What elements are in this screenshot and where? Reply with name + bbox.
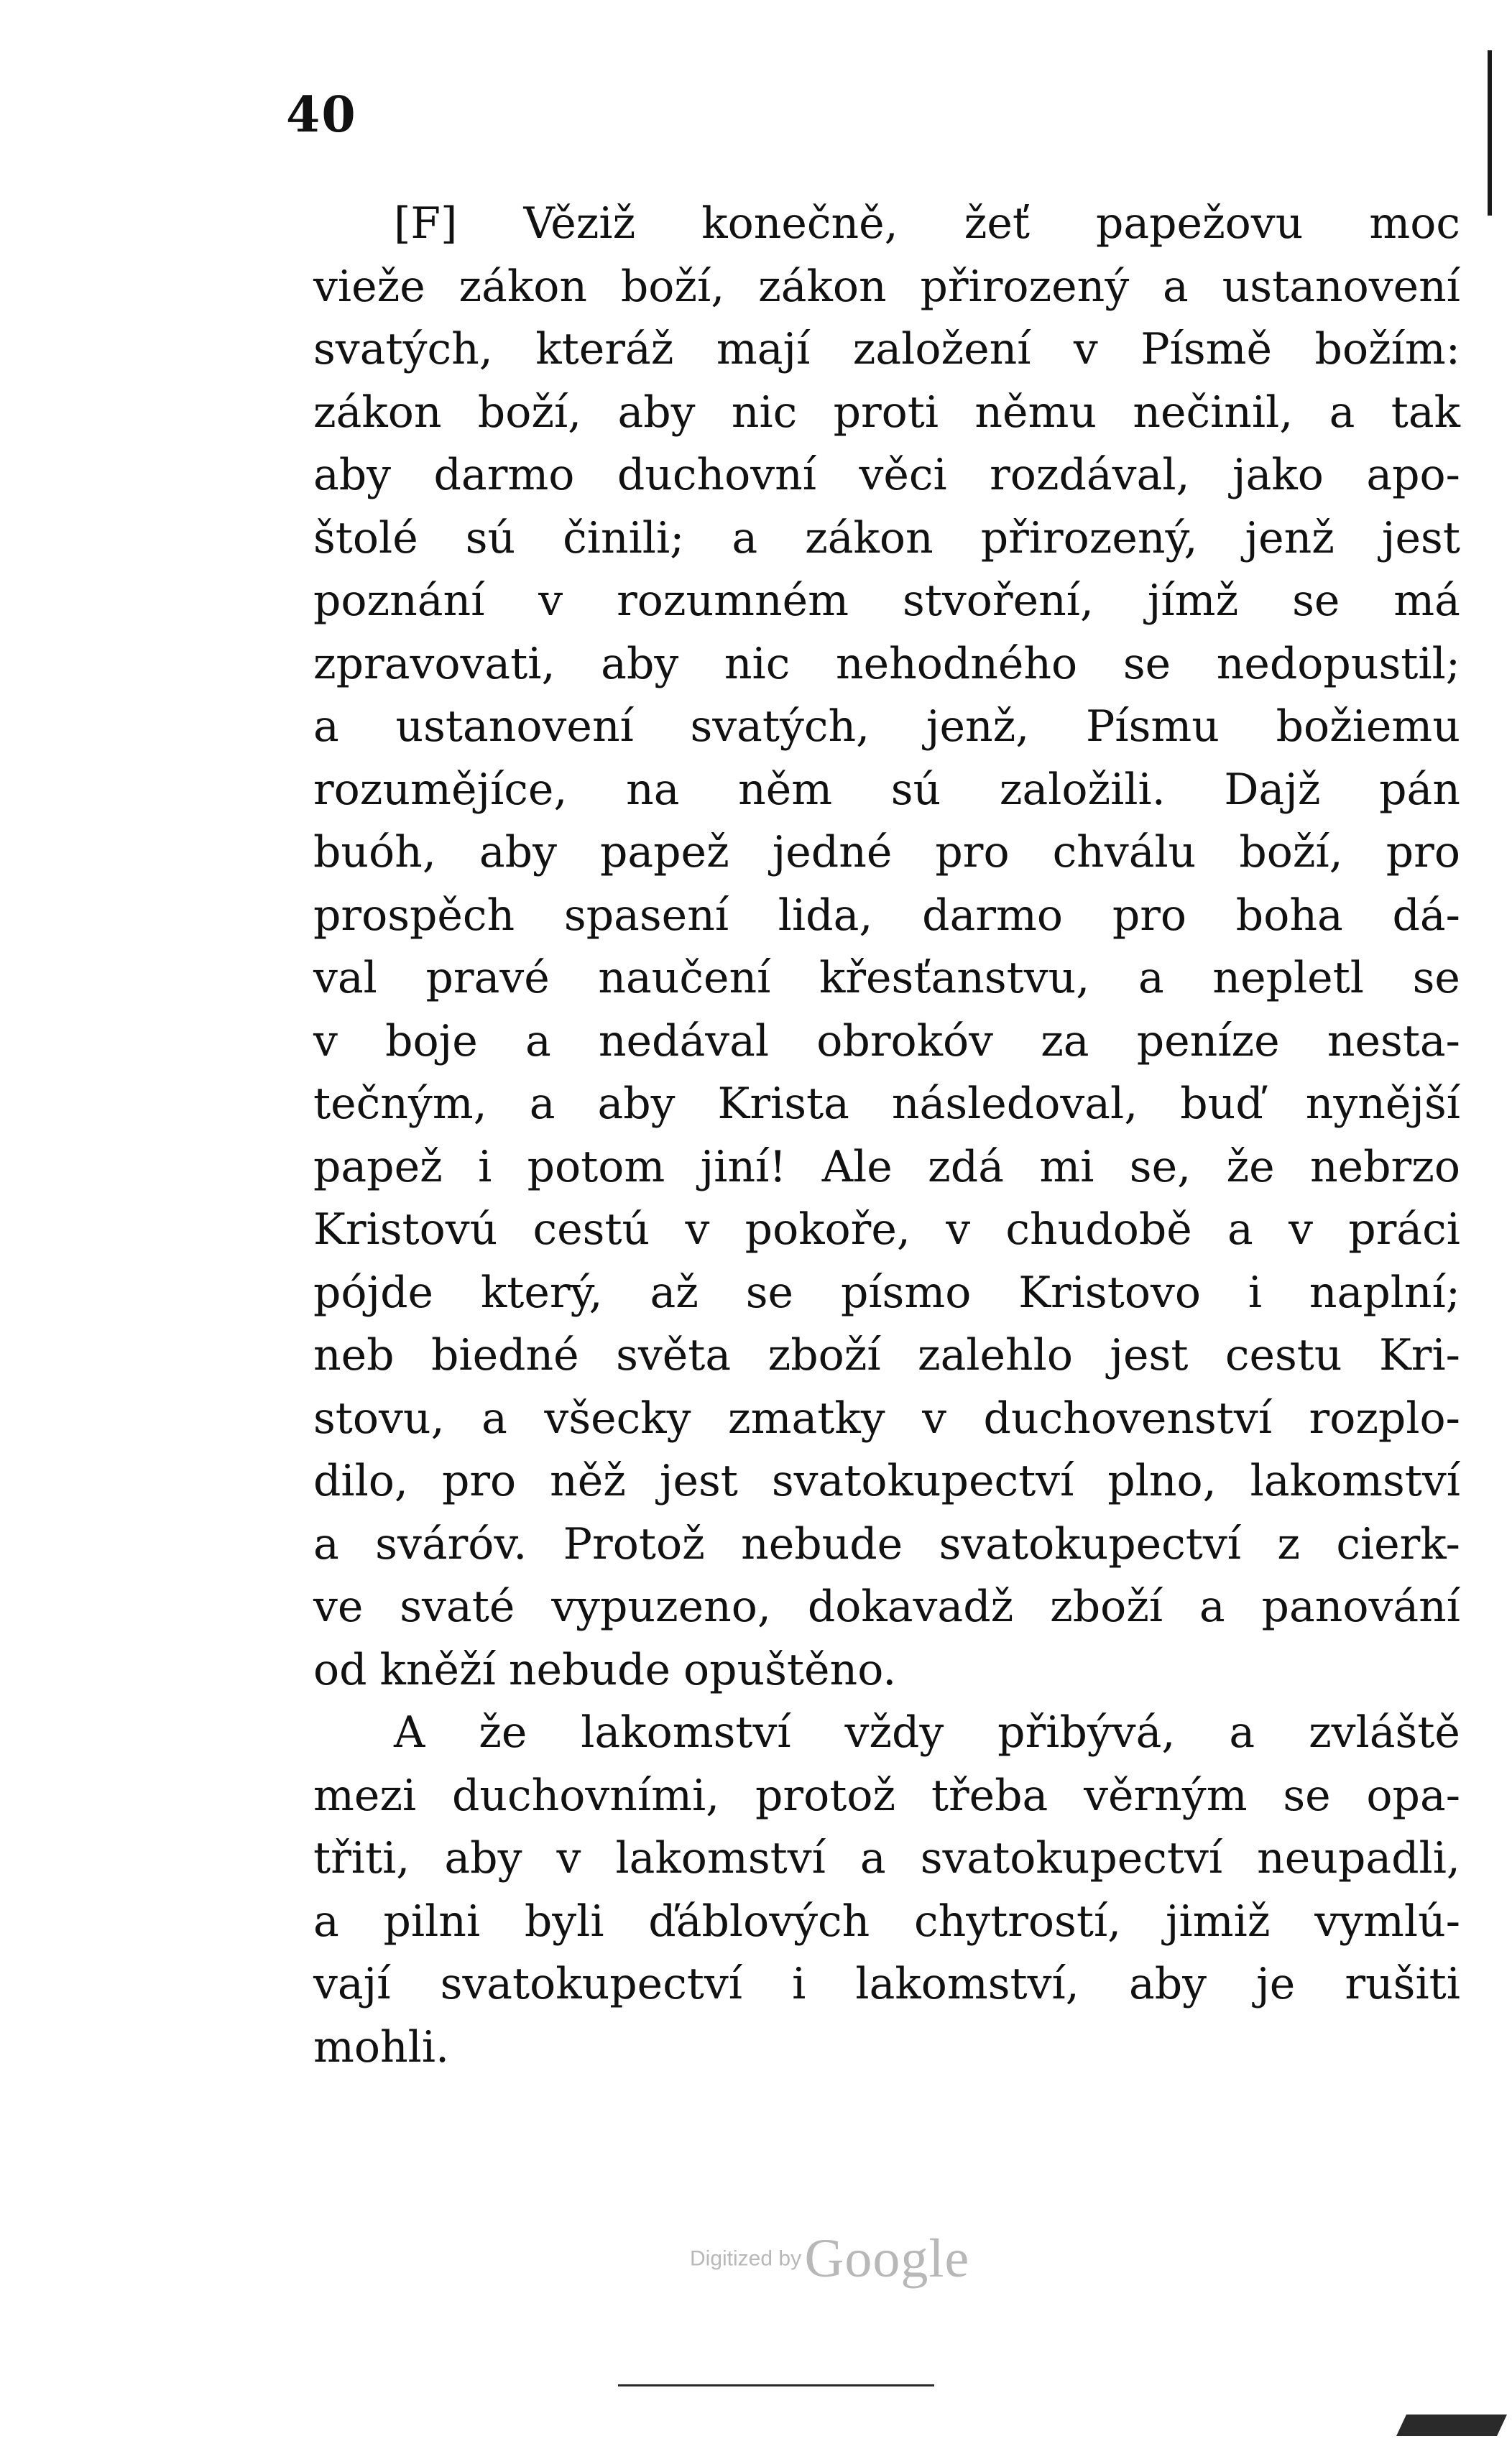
word: Písmě [1140,324,1273,374]
text-line [313,1513,1460,1577]
word: jest [659,1456,738,1506]
text-line [313,193,1460,256]
word: papež [313,1141,443,1192]
word: pro [441,1456,517,1506]
word: zákon [458,261,588,312]
word: je [1256,1959,1296,2009]
text-line [313,1136,1460,1199]
word: rozumějíce, [313,764,568,815]
bottom-rule [618,2384,934,2386]
word: cestú [533,1204,650,1255]
word: světa [616,1330,732,1380]
word: byli [524,1896,604,1947]
word: žeť [964,198,1030,249]
word: opuštěno. [683,1644,897,1695]
word: nesta- [1327,1015,1460,1066]
word: třeba [931,1770,1048,1821]
word: Věziž [523,198,636,249]
word: pro [1112,890,1187,941]
word: i [792,1959,806,2009]
word: darmo [922,890,1064,941]
word: boží, [1239,827,1343,877]
text-line [313,507,1460,571]
word: potom [527,1141,665,1192]
word: v [538,576,563,626]
word: Dajž [1224,764,1321,815]
word: ďáblových [648,1896,870,1947]
word: že [479,1707,527,1758]
page-number: 40 [286,86,357,144]
word: zpravovati, [313,638,556,689]
word: pravé [425,953,550,1003]
word: vají [313,1959,391,2009]
word: se, [1129,1141,1191,1192]
word: rušiti [1345,1959,1460,2009]
word: že [1226,1141,1275,1192]
text-line [313,1450,1460,1513]
text-line [313,1010,1460,1074]
text-line [313,947,1460,1010]
word: jiní! [700,1141,787,1192]
word: a [525,1015,551,1066]
word: papežovu [1095,198,1304,249]
word: se [1292,576,1340,626]
scan-corner-mark [1396,2415,1507,2436]
text-line [313,1639,1460,1702]
word: nebude [508,1644,670,1695]
word: v [313,1015,338,1066]
word: zákon [313,387,442,438]
word: nečinil, [1133,387,1294,438]
word: dokavadž [807,1582,1014,1632]
word: chválu [1052,827,1197,877]
word: jest [1110,1330,1189,1380]
word: Kri- [1378,1330,1460,1380]
word: křesťanstvu, [819,953,1090,1003]
word: a [1199,1582,1225,1632]
body-text [313,193,1460,2079]
text-line [313,256,1460,319]
word: za [1041,1015,1089,1066]
word: jako [1232,450,1324,500]
word: něm [738,764,833,815]
word: konečně, [701,198,898,249]
word: jenž, [926,701,1030,752]
word: božím: [1314,324,1460,374]
word: a [313,701,339,752]
text-line [313,1891,1460,1954]
word: poznání [313,576,485,626]
google-logo: Google [804,2228,970,2289]
word: A [394,1707,425,1758]
word: obrokóv [816,1015,993,1066]
word: nepletl [1212,953,1364,1003]
word: svatokupectví [440,1959,742,2009]
word: od [313,1644,367,1695]
word: rozdával, [990,450,1190,500]
word: svatých, [690,701,870,752]
word: jimiž [1165,1896,1271,1947]
text-line [313,759,1460,822]
text-line [313,1199,1460,1262]
word: moc [1369,198,1460,249]
word: svatokupectví [771,1456,1074,1506]
text-line [313,444,1460,507]
word: aby [601,638,679,689]
word: [F] [394,198,458,249]
word: boha [1235,890,1343,941]
word: mohli. [313,2021,450,2072]
word: kteráž [535,324,674,374]
word: má [1393,576,1460,626]
word: a [1229,1707,1255,1758]
word: sú [890,764,941,815]
word: něž [550,1456,626,1506]
word: zboží [1050,1582,1163,1632]
word: duchovními, [451,1770,720,1821]
word: zdá [928,1141,1004,1192]
word: rozplo- [1309,1393,1460,1444]
word: který, [480,1267,603,1318]
word: lakomství, [855,1959,1079,2009]
word: sú [465,512,516,563]
word: aby [597,1079,676,1129]
word: nynější [1305,1079,1460,1129]
word: věrným [1084,1770,1248,1821]
word: se [1412,953,1460,1003]
digitized-label: Digitized by [690,2246,802,2271]
word: se [1123,638,1171,689]
word: svárόv. [375,1518,527,1569]
word: a [1163,261,1189,312]
word: Ale [821,1141,893,1192]
word: na [626,764,680,815]
word: protož [755,1770,896,1821]
word: mezi [313,1770,417,1821]
word: a [859,1833,886,1883]
text-line [313,1388,1460,1451]
word: Kristovo [1018,1267,1201,1318]
word: val [313,953,377,1003]
word: až [650,1267,699,1318]
word: pilni [383,1896,481,1947]
text-line [313,1702,1460,1765]
word: zvláště [1309,1707,1460,1758]
word: boží, [620,261,725,312]
word: boží, [477,387,582,438]
word: božiemu [1276,701,1460,752]
word: cestu [1225,1330,1342,1380]
word: jest [1381,512,1460,563]
text-line [313,1765,1460,1828]
word: proti [833,387,939,438]
text-line [313,1827,1460,1891]
word: Protož [563,1518,705,1569]
word: zákon [758,261,887,312]
word: nebrzo [1310,1141,1460,1192]
word: a [481,1393,507,1444]
word: věci [859,450,947,500]
word: lida, [778,890,873,941]
word: pro [935,827,1010,877]
word: a [732,512,758,563]
word: v [946,1204,971,1255]
text-line [313,696,1460,759]
word: stovu, [313,1393,445,1444]
word: všecky [544,1393,691,1444]
word: darmo [433,450,575,500]
word: aby [617,387,696,438]
word: dá- [1392,890,1460,941]
word: kněží [379,1644,496,1695]
word: v [1289,1204,1314,1255]
word: papež [599,827,729,877]
word: chudobě [1005,1204,1192,1255]
word: přirozený [920,261,1130,312]
word: prospěch [313,890,515,941]
word: v [685,1204,710,1255]
word: a [313,1518,339,1569]
text-line [313,633,1460,696]
word: jedné [772,827,893,877]
word: přirozený, [980,512,1198,563]
word: lakomství [1250,1456,1460,1506]
text-line [313,570,1460,633]
word: svatokupectví [920,1833,1223,1883]
word: nic [731,387,798,438]
word: a [529,1079,556,1129]
word: boje [385,1015,478,1066]
text-line [313,885,1460,948]
word: aby [313,450,392,500]
word: biedné [430,1330,579,1380]
word: němu [974,387,1097,438]
word: písmo [840,1267,972,1318]
word: se [745,1267,794,1318]
text-line [313,1073,1460,1136]
word: svatokupectví [939,1518,1241,1569]
word: založili. [999,764,1166,815]
word: opa- [1366,1770,1460,1821]
word: pán [1379,764,1460,815]
word: pokoře, [745,1204,911,1255]
word: panování [1261,1582,1460,1632]
word: stvoření, [902,576,1094,626]
word: vypuzeno, [551,1582,772,1632]
word: štolé [313,512,418,563]
word: naučení [598,953,771,1003]
word: následoval, [891,1079,1138,1129]
word: zmatky [727,1393,885,1444]
word: cierk- [1336,1518,1460,1569]
word: se [1283,1770,1331,1821]
word: tečným, [313,1079,487,1129]
word: nedával [598,1015,770,1066]
text-line [313,382,1460,445]
word: i [1248,1267,1263,1318]
word: zákon [805,512,934,563]
word: v [1073,324,1098,374]
digitized-watermark [690,2228,969,2290]
word: dilo, [313,1456,408,1506]
word: rozumném [617,576,849,626]
word: Písmu [1086,701,1220,752]
word: jenž [1245,512,1334,563]
word: pójde [313,1267,434,1318]
word: a [1227,1204,1253,1255]
word: Krista [717,1079,849,1129]
word: práci [1348,1204,1460,1255]
text-line [313,318,1460,382]
word: svatých, [313,324,493,374]
word: lakomství [581,1707,791,1758]
word: chytrostí, [913,1896,1122,1947]
word: a [1329,387,1355,438]
word: buóh, [313,827,436,877]
word: a [313,1896,339,1947]
word: zboží [767,1330,881,1380]
word: nedopustil; [1216,638,1460,689]
word: v [556,1833,581,1883]
word: v [922,1393,947,1444]
word: vymlú- [1314,1896,1460,1947]
word: jímž [1147,576,1239,626]
text-line [313,821,1460,885]
word: ustanovení [1222,261,1460,312]
text-line [313,2016,1460,2080]
word: nebude [741,1518,903,1569]
word: aby [479,827,557,877]
word: naplní; [1309,1267,1460,1318]
word: duchovní [617,450,816,500]
word: Kristovú [313,1204,498,1255]
word: nic [724,638,790,689]
word: založení [852,324,1031,374]
word: z [1277,1518,1300,1569]
text-line [313,1953,1460,2016]
word: svaté [400,1582,515,1632]
word: spasení [563,890,729,941]
word: lakomství [615,1833,826,1883]
word: neupadli, [1257,1833,1460,1883]
scan-edge-mark [1488,50,1492,216]
word: neb [313,1330,395,1380]
word: aby [1128,1959,1207,2009]
word: plno, [1107,1456,1217,1506]
text-line [313,1576,1460,1639]
word: činili; [563,512,685,563]
word: třiti, [313,1833,410,1883]
word: přibývá, [997,1707,1176,1758]
word: duchovenství [983,1393,1273,1444]
word: tak [1391,387,1460,438]
word: mi [1039,1141,1094,1192]
word: vždy [844,1707,944,1758]
word: vieže [313,261,425,312]
text-line [313,1324,1460,1388]
word: peníze [1136,1015,1280,1066]
word: i [478,1141,492,1192]
word: nehodného [835,638,1078,689]
word: apo- [1366,450,1460,500]
word: zalehlo [917,1330,1073,1380]
word: aby [444,1833,522,1883]
word: ustanovení [395,701,634,752]
word: mají [716,324,811,374]
word: ve [313,1582,364,1632]
word: pro [1386,827,1460,877]
word: a [1138,953,1164,1003]
word: buď [1180,1079,1263,1129]
text-line [313,1262,1460,1325]
